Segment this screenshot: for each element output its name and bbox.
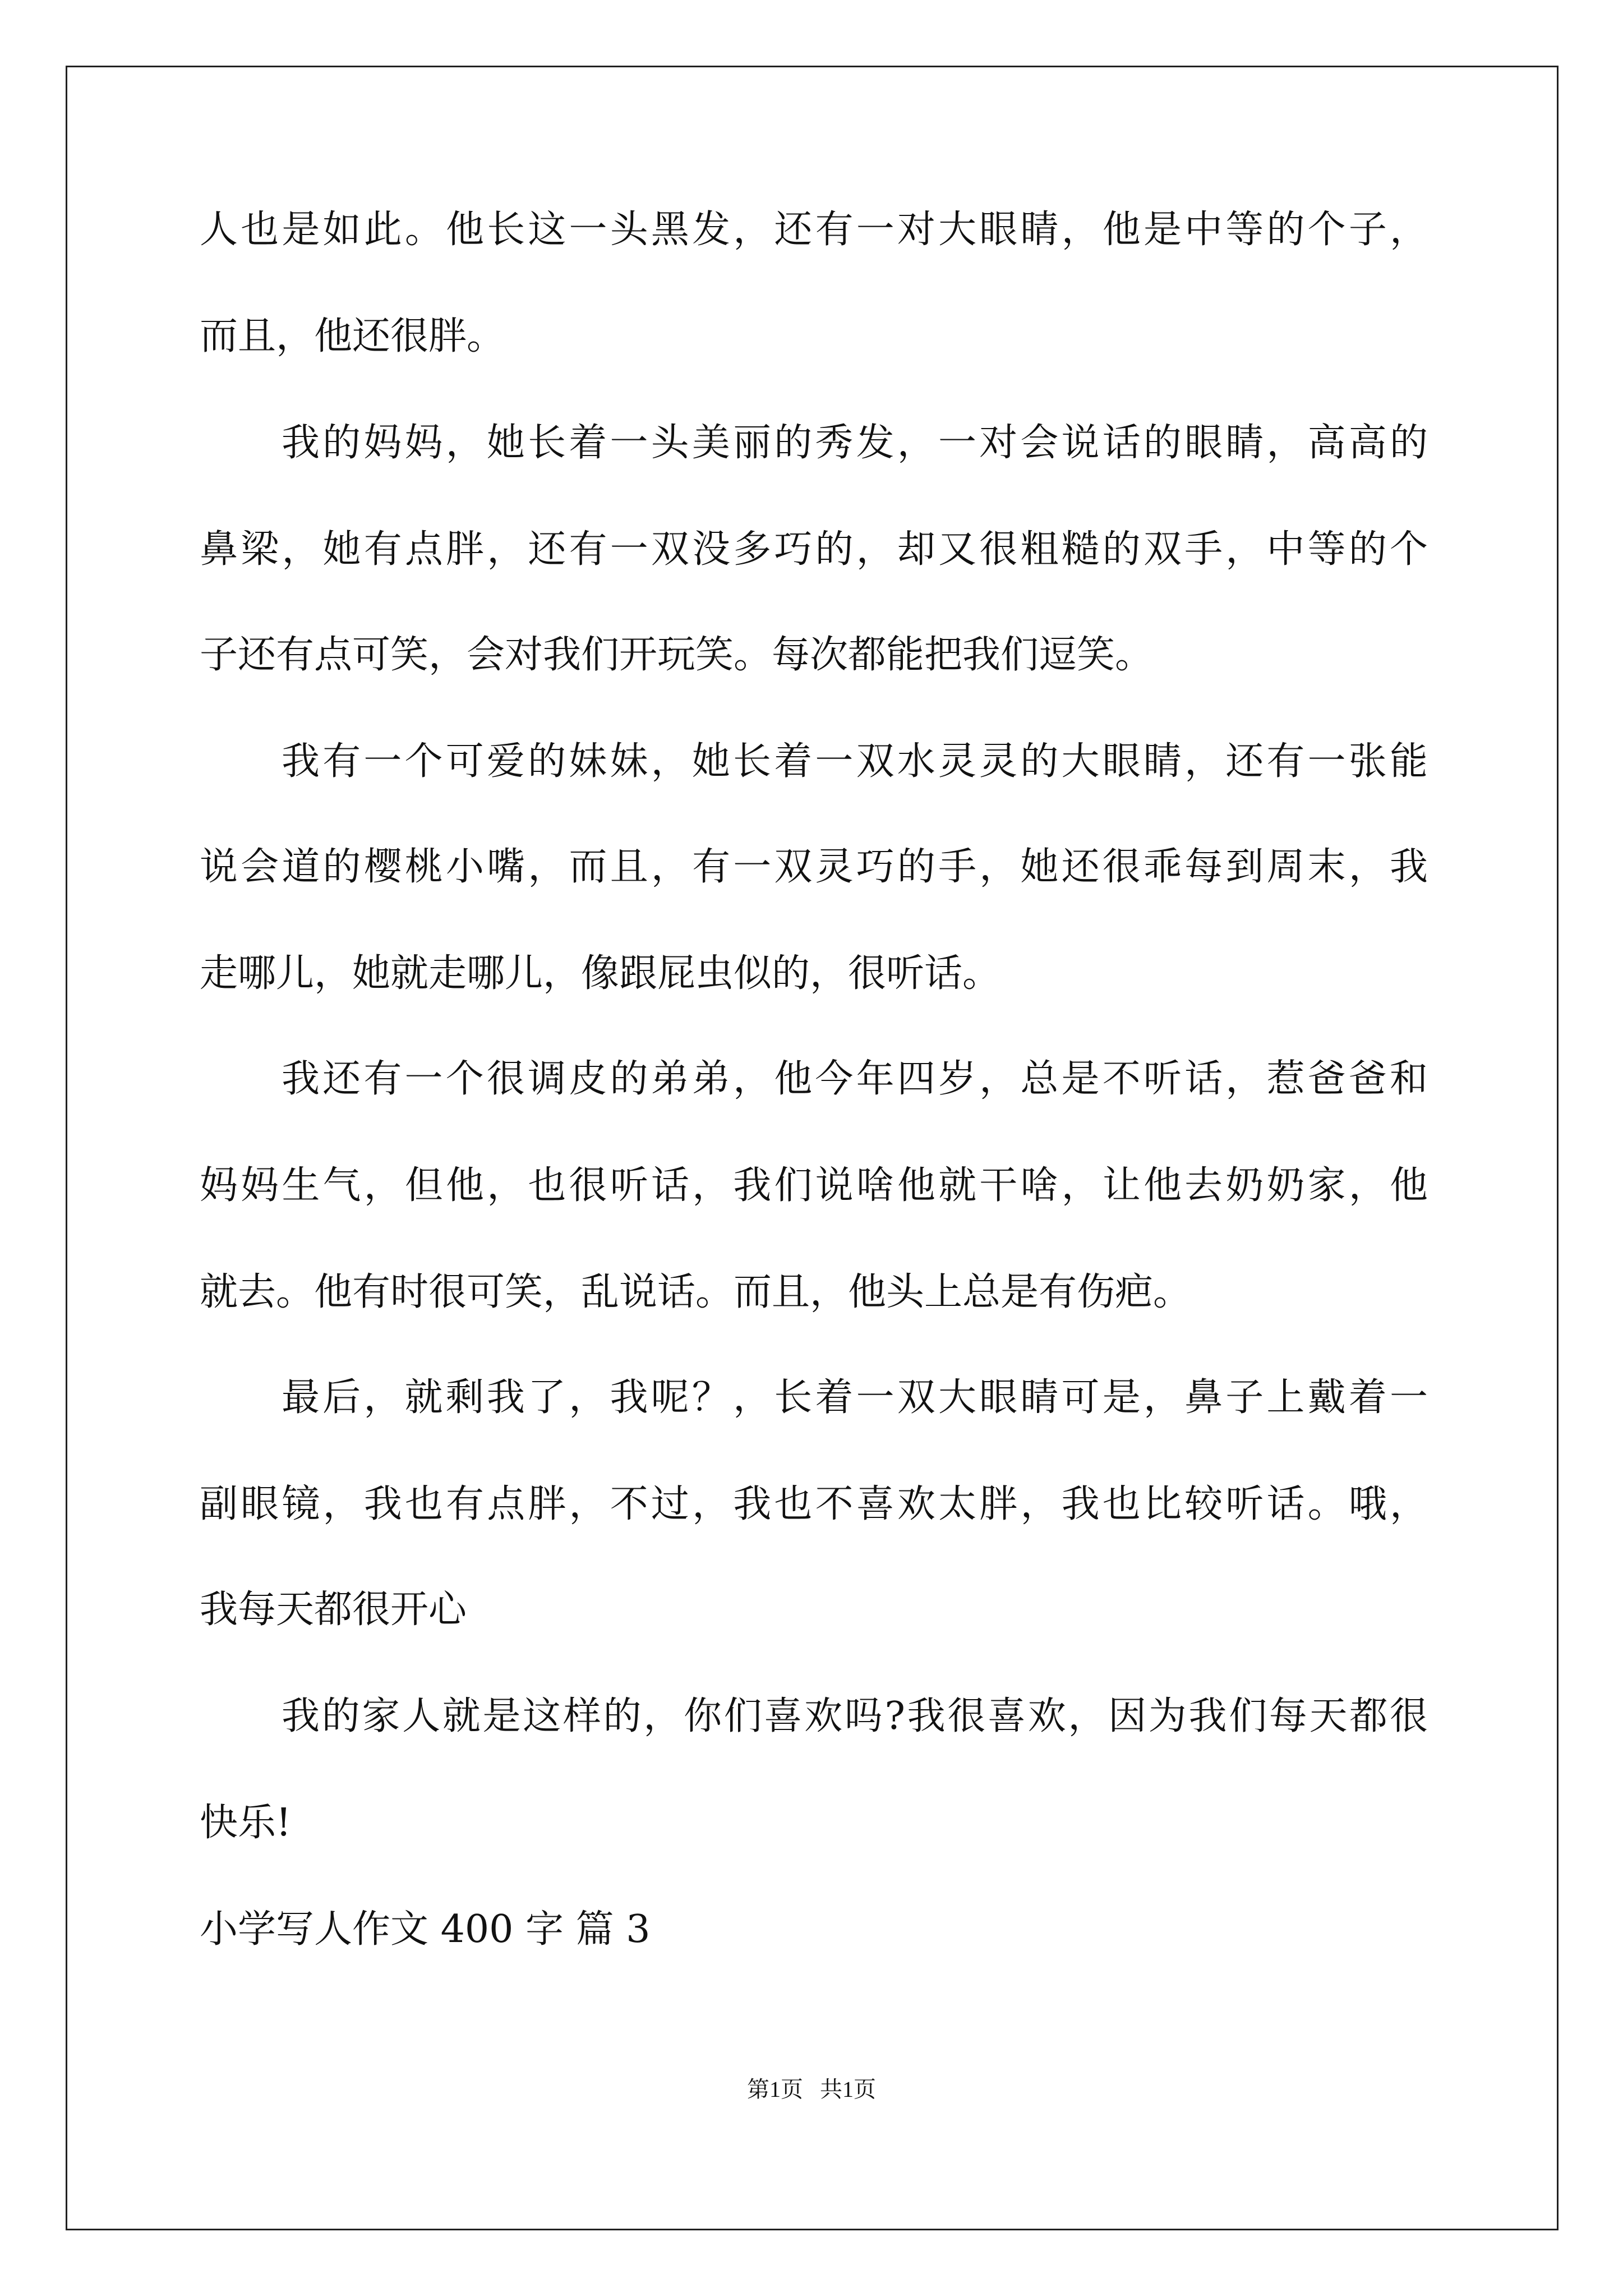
text-line: 就去。他有时很可笑，乱说话。而且，他头上总是有伤疤。 bbox=[200, 1270, 1192, 1314]
text-line: 副眼镜，我也有点胖，不过，我也不喜欢太胖，我也比较听话。哦， bbox=[200, 1482, 1428, 1526]
text-line: 快乐! bbox=[200, 1801, 292, 1845]
text-line: 说会道的樱桃小嘴，而且，有一双灵巧的手，她还很乖每到周末，我 bbox=[200, 845, 1428, 889]
text-line: 子还有点可笑，会对我们开玩笑。每次都能把我们逗笑。 bbox=[200, 633, 1154, 677]
text-line: 妈妈生气，但他，也很听话，我们说啥他就干啥，让他去奶奶家，他 bbox=[200, 1163, 1428, 1208]
text-line: 而且，他还很胖。 bbox=[200, 314, 505, 358]
paragraph-first-line: 我有一个可爱的妹妹，她长着一双水灵灵的大眼睛，还有一张能 bbox=[282, 739, 1428, 784]
page-border bbox=[66, 66, 1559, 2230]
text-line: 走哪儿，她就走哪儿，像跟屁虫似的，很听话。 bbox=[200, 951, 1001, 996]
section-heading: 小学写人作文 400 字 篇 3 bbox=[200, 1907, 651, 1952]
text-line: 我每天都很开心 bbox=[200, 1588, 467, 1632]
paragraph-first-line: 我的妈妈，她长着一头美丽的秀发，一对会说话的眼睛，高高的 bbox=[282, 421, 1428, 465]
paragraph-first-line: 我还有一个很调皮的弟弟，他今年四岁，总是不听话，惹爸爸和 bbox=[282, 1057, 1428, 1101]
text-line: 鼻梁，她有点胖，还有一双没多巧的，却又很粗糙的双手，中等的个 bbox=[200, 527, 1428, 572]
paragraph-first-line: 最后，就剩我了，我呢？，长着一双大眼睛可是，鼻子上戴着一 bbox=[282, 1375, 1428, 1420]
paragraph-first-line: 我的家人就是这样的，你们喜欢吗?我很喜欢，因为我们每天都很 bbox=[282, 1694, 1428, 1738]
text-line: 人也是如此。他长这一头黑发，还有一对大眼睛，他是中等的个子， bbox=[200, 208, 1428, 252]
page-number: 第1页 共1页 bbox=[747, 2077, 876, 2102]
